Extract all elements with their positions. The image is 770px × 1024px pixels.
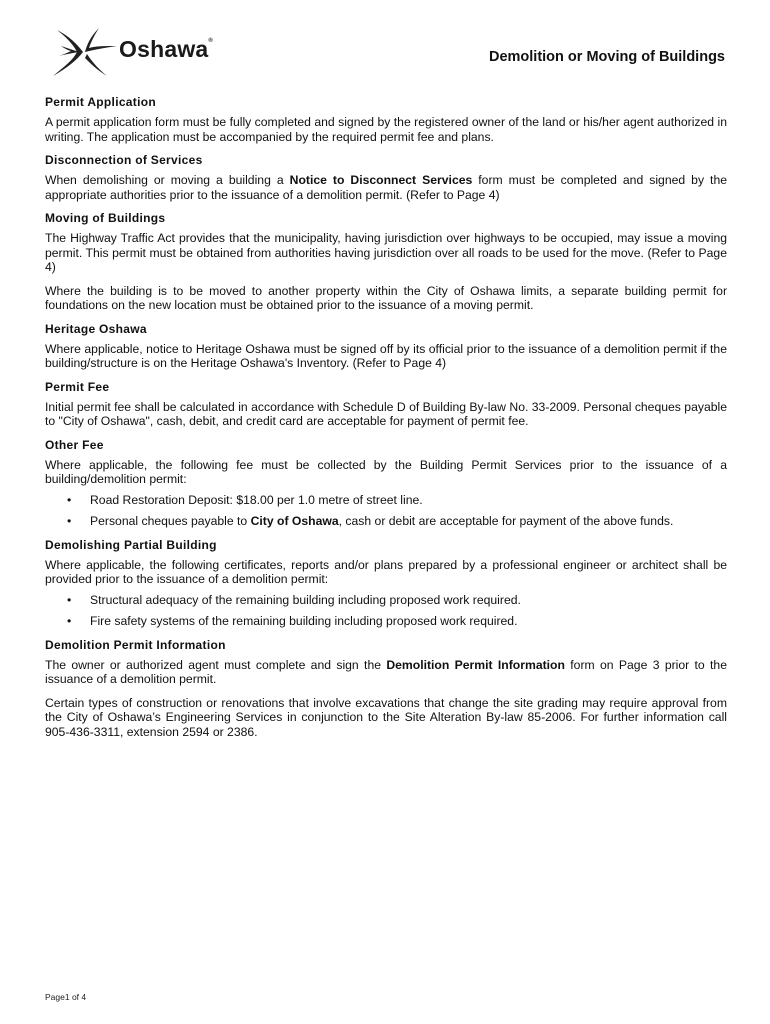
list-item: • Fire safety systems of the remaining building including proposed work required. bbox=[67, 614, 518, 628]
bullet-icon: • bbox=[67, 514, 72, 528]
list-item: • Structural adequacy of the remaining building including proposed work required. bbox=[67, 592, 521, 607]
document-title: Demolition or Moving of Buildings bbox=[488, 49, 725, 65]
list-item: • Personal cheques payable to City of Oshawa, cash or debit are acceptable for payment of the above funds. bbox=[67, 514, 674, 528]
paragraph-permit-info: The owner or authorized agent must complete and sign the Demolition Permit Information form on Page 3 prior to the issuance of a demolition permit. bbox=[45, 657, 727, 686]
paragraph-site-grading: Certain types of construction or renovations that involve excavations that change the site grading may require approval from the City of Oshawa’s Engineering Services in conjunction to the Site Alteration By-law 85-2006. For further information call 905-436-3311, extension 2594 or 2386. bbox=[45, 695, 727, 739]
paragraph-disconnection: When demolishing or moving a building a Notice to Disconnect Services form must be completed and signed by the appropriate authorities prior to the issuance of a demolition permit. (Refer to Page 4) bbox=[45, 173, 727, 202]
heading-disconnection: Disconnection of Services bbox=[45, 153, 203, 167]
page-number: Page1 of 4 bbox=[45, 992, 87, 1002]
paragraph-heritage: Where applicable, notice to Heritage Oshawa must be signed off by its official prior to the issuance of a demolition permit if the building/structure is on the Heritage Oshawa's Inventory. (Refer to Page 4) bbox=[45, 341, 727, 370]
paragraph-moving-1: The Highway Traffic Act provides that the municipality, having jurisdiction over highways to be occupied, may issue a moving permit. This permit must be obtained from authorities having jurisdiction over all roads to be used for the move. (Refer to Page 4) bbox=[45, 231, 727, 274]
heading-permit-fee: Permit Fee bbox=[45, 379, 110, 394]
document-body bbox=[45, 95, 727, 748]
heading-heritage: Heritage Oshawa bbox=[45, 321, 147, 336]
oshawa-logo bbox=[47, 24, 247, 80]
oshawa-logo-mark-icon bbox=[47, 24, 127, 80]
paragraph-partial: Where applicable, the following certificates, reports and/or plans prepared by a professional engineer or architect shall be provided prior to the issuance of a demolition permit: bbox=[45, 557, 727, 586]
paragraph-other-fee: Where applicable, the following fee must be collected by the Building Permit Services prior to the issuance of a building/demolition permit: bbox=[45, 457, 727, 486]
heading-permit-application: Permit Application bbox=[45, 95, 156, 109]
paragraph-permit-application: A permit application form must be fully completed and signed by the registered owner of the land or his/her agent authorized in writing. The application must be accompanied by the required permit fee and plans. bbox=[45, 115, 727, 144]
paragraph-moving-2: Where the building is to be moved to another property within the City of Oshawa limits, a separate building permit for foundations on the new location must be obtained prior to the issuance of a moving permit. bbox=[45, 283, 727, 312]
bullet-icon: • bbox=[67, 614, 72, 628]
heading-moving: Moving of Buildings bbox=[45, 211, 166, 225]
heading-permit-info: Demolition Permit Information bbox=[45, 637, 226, 652]
paragraph-permit-fee: Initial permit fee shall be calculated in accordance with Schedule D of Building By-law No. 33-2009. Personal cheques payable to "City of Oshawa", cash, debit, and credit card are acceptable for payment of permit fee. bbox=[45, 399, 727, 428]
other-fee-list bbox=[45, 493, 727, 529]
list-item: • Road Restoration Deposit: $18.00 per 1.0 metre of street line. bbox=[67, 492, 423, 507]
heading-other-fee: Other Fee bbox=[45, 437, 104, 452]
heading-partial: Demolishing Partial Building bbox=[45, 537, 217, 552]
bullet-icon: • bbox=[67, 492, 72, 507]
bullet-icon: • bbox=[67, 592, 72, 607]
logo-wordmark: Oshawa® bbox=[119, 36, 214, 62]
partial-list bbox=[45, 593, 727, 629]
